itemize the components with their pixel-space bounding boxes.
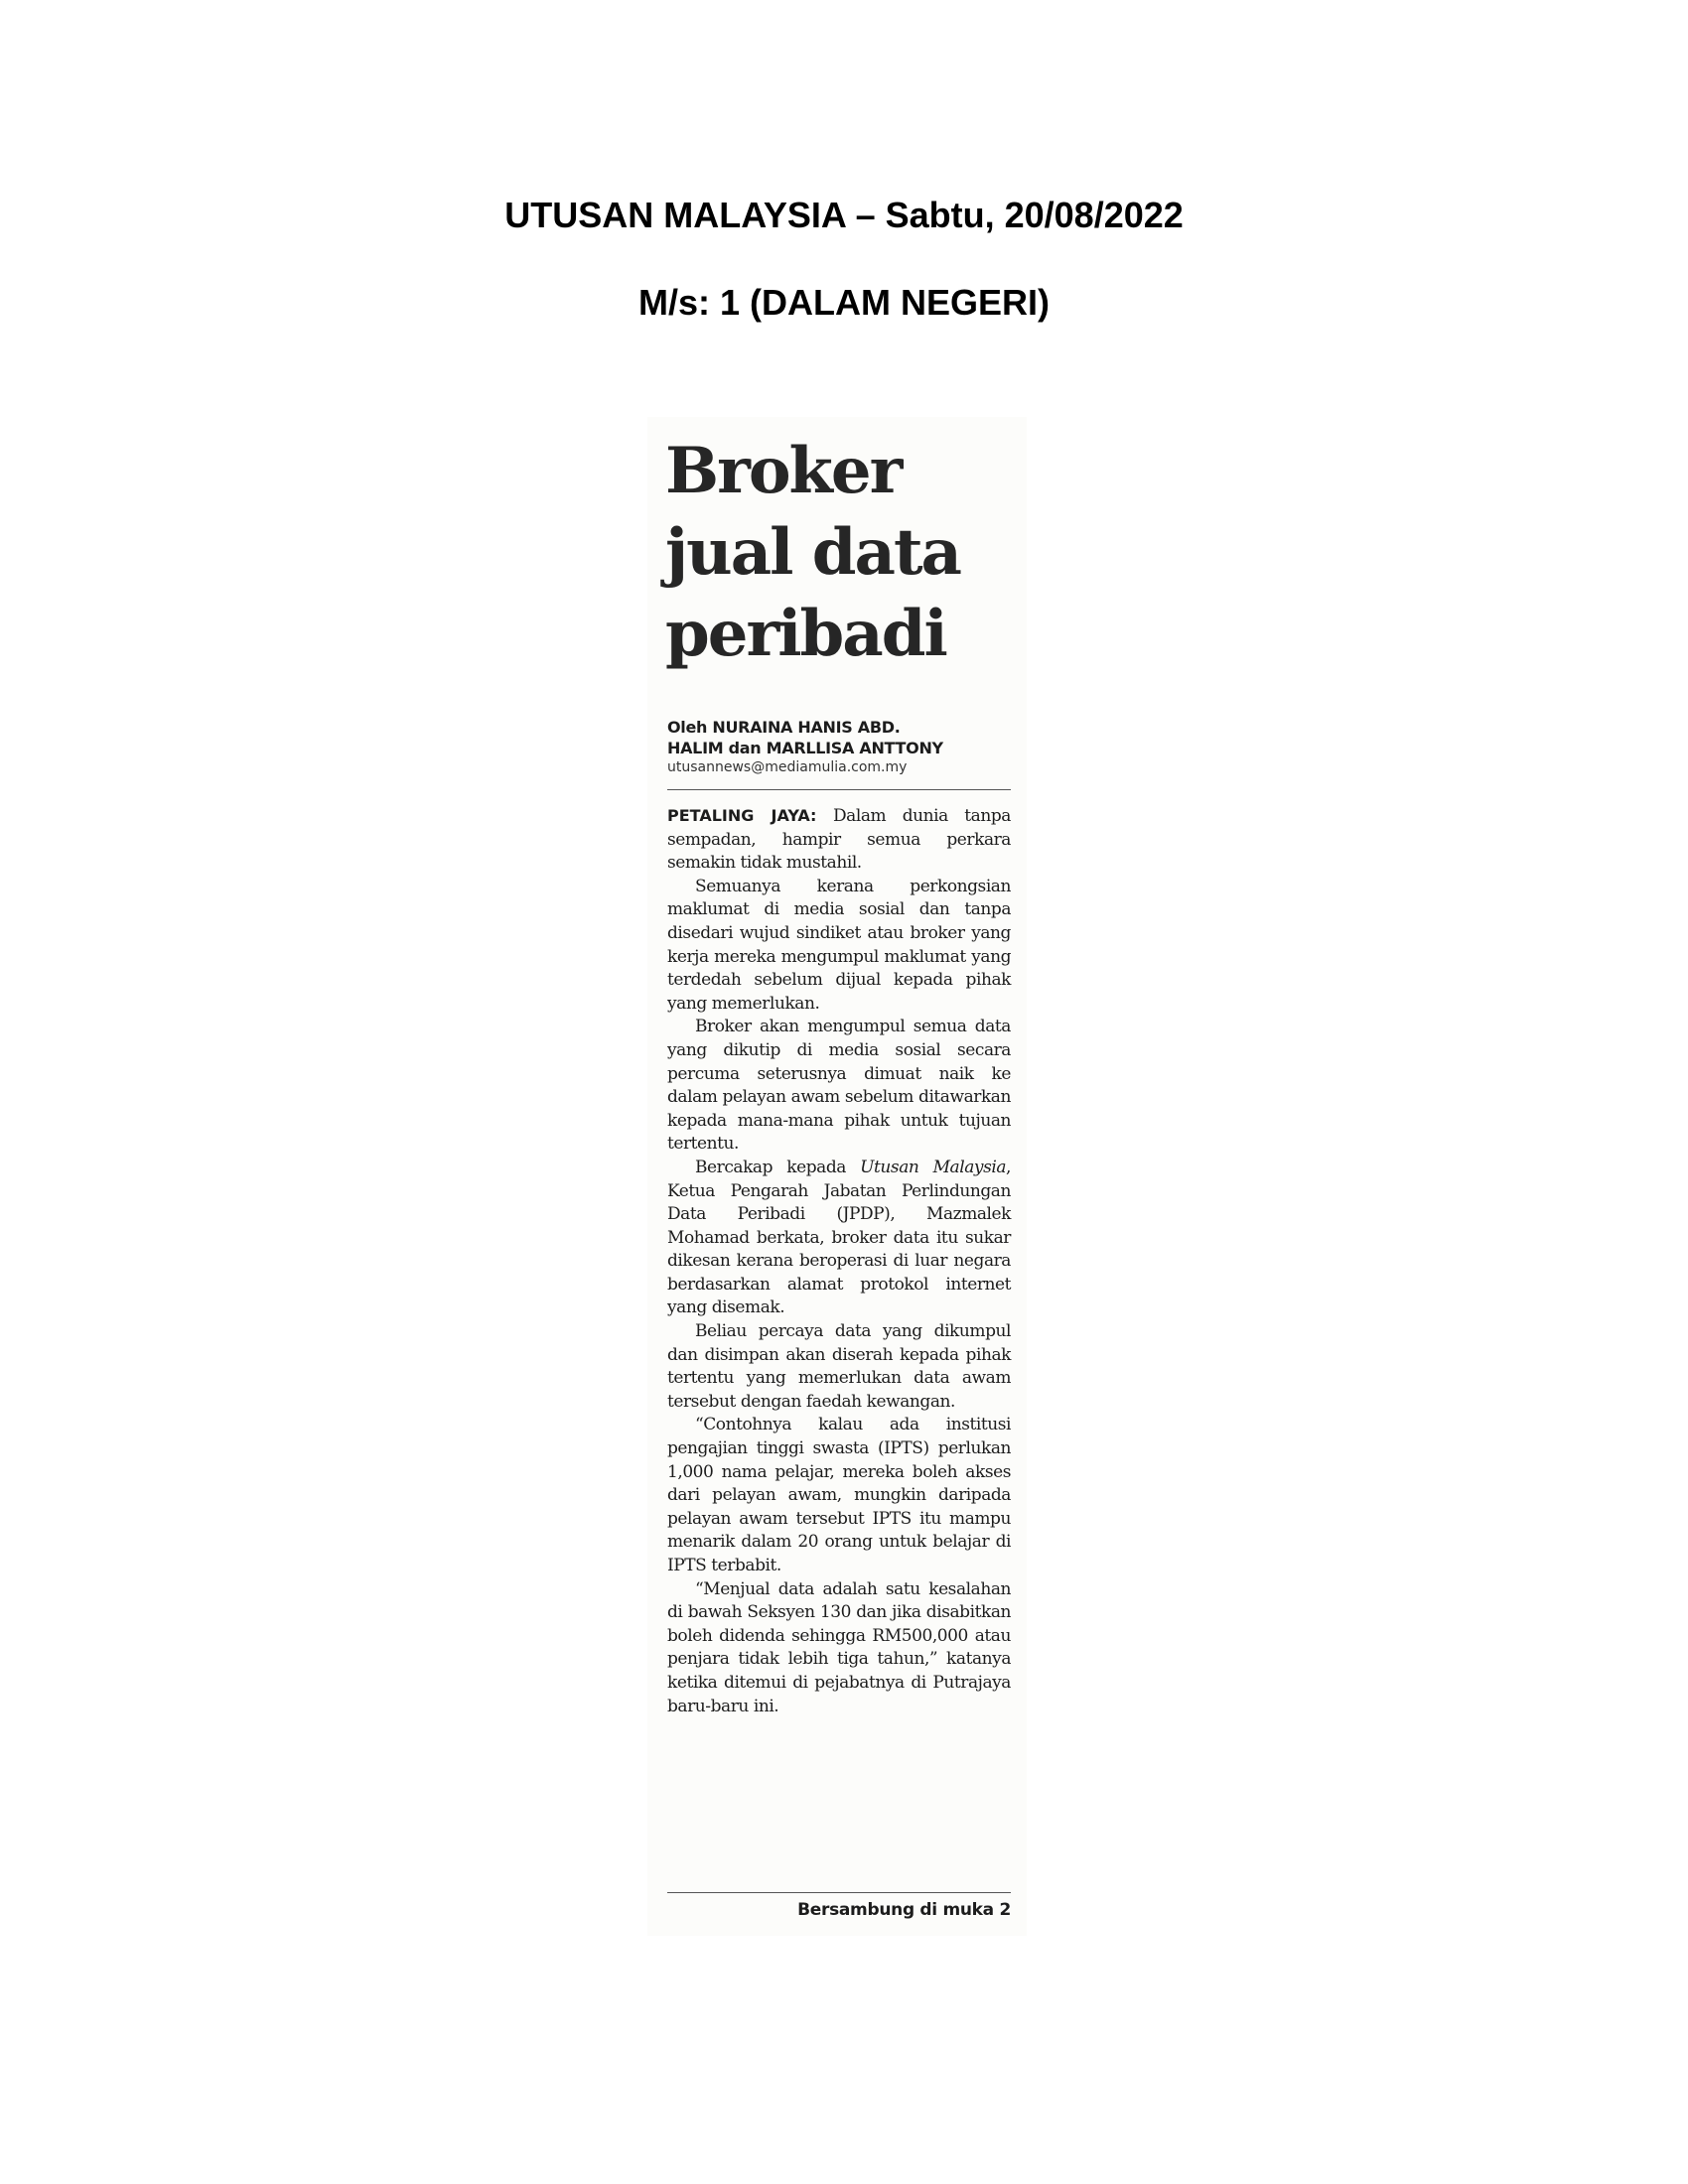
dateline: PETALING JAYA:: [667, 806, 817, 825]
publication-date-line: UTUSAN MALAYSIA – Sabtu, 20/08/2022: [504, 195, 1184, 235]
byline-divider: [667, 789, 1011, 790]
article-paragraph: [667, 1157, 1011, 1320]
page-section-line: M/s: 1 (DALAM NEGERI): [638, 282, 1050, 323]
article-paragraph: Broker akan mengumpul semua data yang dikutip di media sosial secara percuma seterusnya dimuat naik ke dalam pelayan awam sebelum ditawarkan kepada mana-mana pihak untuk tujuan tertentu.: [667, 1017, 1011, 1155]
paragraph-text: Dalam dunia tanpa sempadan, hampir semua perkara semakin tidak mustahil.: [667, 806, 1011, 874]
article-headline: Broker jual data peribadi: [665, 434, 960, 671]
article-end-divider: [667, 1892, 1011, 1893]
paragraph-text: , Ketua Pengarah Jabatan Perlindungan Data Peribadi (JPDP), Mazmalek Mohamad berkata, broker data itu sukar dikesan kerana beroperasi di luar negara berdasarkan alamat protokol internet yang disemak.: [667, 1157, 1011, 1318]
byline-email: utusannews@mediamulia.com.my: [667, 759, 908, 775]
article-paragraph: Beliau percaya data yang dikumpul dan disimpan akan diserah kepada pihak tertentu yang memerlukan data awam tersebut dengan faedah kewangan.: [667, 1321, 1011, 1412]
byline-author-line-1: Oleh NURAINA HANIS ABD.: [667, 718, 901, 737]
byline-author-line-2: HALIM dan MARLLISA ANTTONY: [667, 739, 943, 757]
byline: [667, 717, 1011, 777]
continued-on-page: Bersambung di muka 2: [797, 1900, 1011, 1920]
newspaper-clipping: [647, 417, 1027, 1936]
article-paragraph: [667, 804, 1011, 876]
article-body: [667, 804, 1011, 1718]
paragraph-text: Bercakap kepada: [695, 1157, 861, 1177]
newspaper-name-italic: Utusan Malaysia: [860, 1157, 1007, 1177]
article-paragraph: “Contohnya kalau ada institusi pengajian tinggi swasta (IPTS) perlukan 1,000 nama pelajar, mereka boleh akses dari pelayan awam, mungkin daripada pelayan awam tersebut IPTS itu mampu menarik dalam 20 orang untuk belajar di IPTS terbabit.: [667, 1415, 1011, 1575]
article-paragraph: “Menjual data adalah satu kesalahan di bawah Seksyen 130 dan jika disabitkan boleh didenda sehingga RM500,000 atau penjara tidak lebih tiga tahun,” katanya ketika ditemui di pejabatnya di Putrajaya baru-baru ini.: [667, 1578, 1011, 1716]
article-paragraph: Semuanya kerana perkongsian maklumat di media sosial dan tanpa disedari wujud sindiket atau broker yang kerja mereka mengumpul maklumat yang terdedah sebelum dijual kepada pihak yang memerlukan.: [667, 876, 1011, 1014]
